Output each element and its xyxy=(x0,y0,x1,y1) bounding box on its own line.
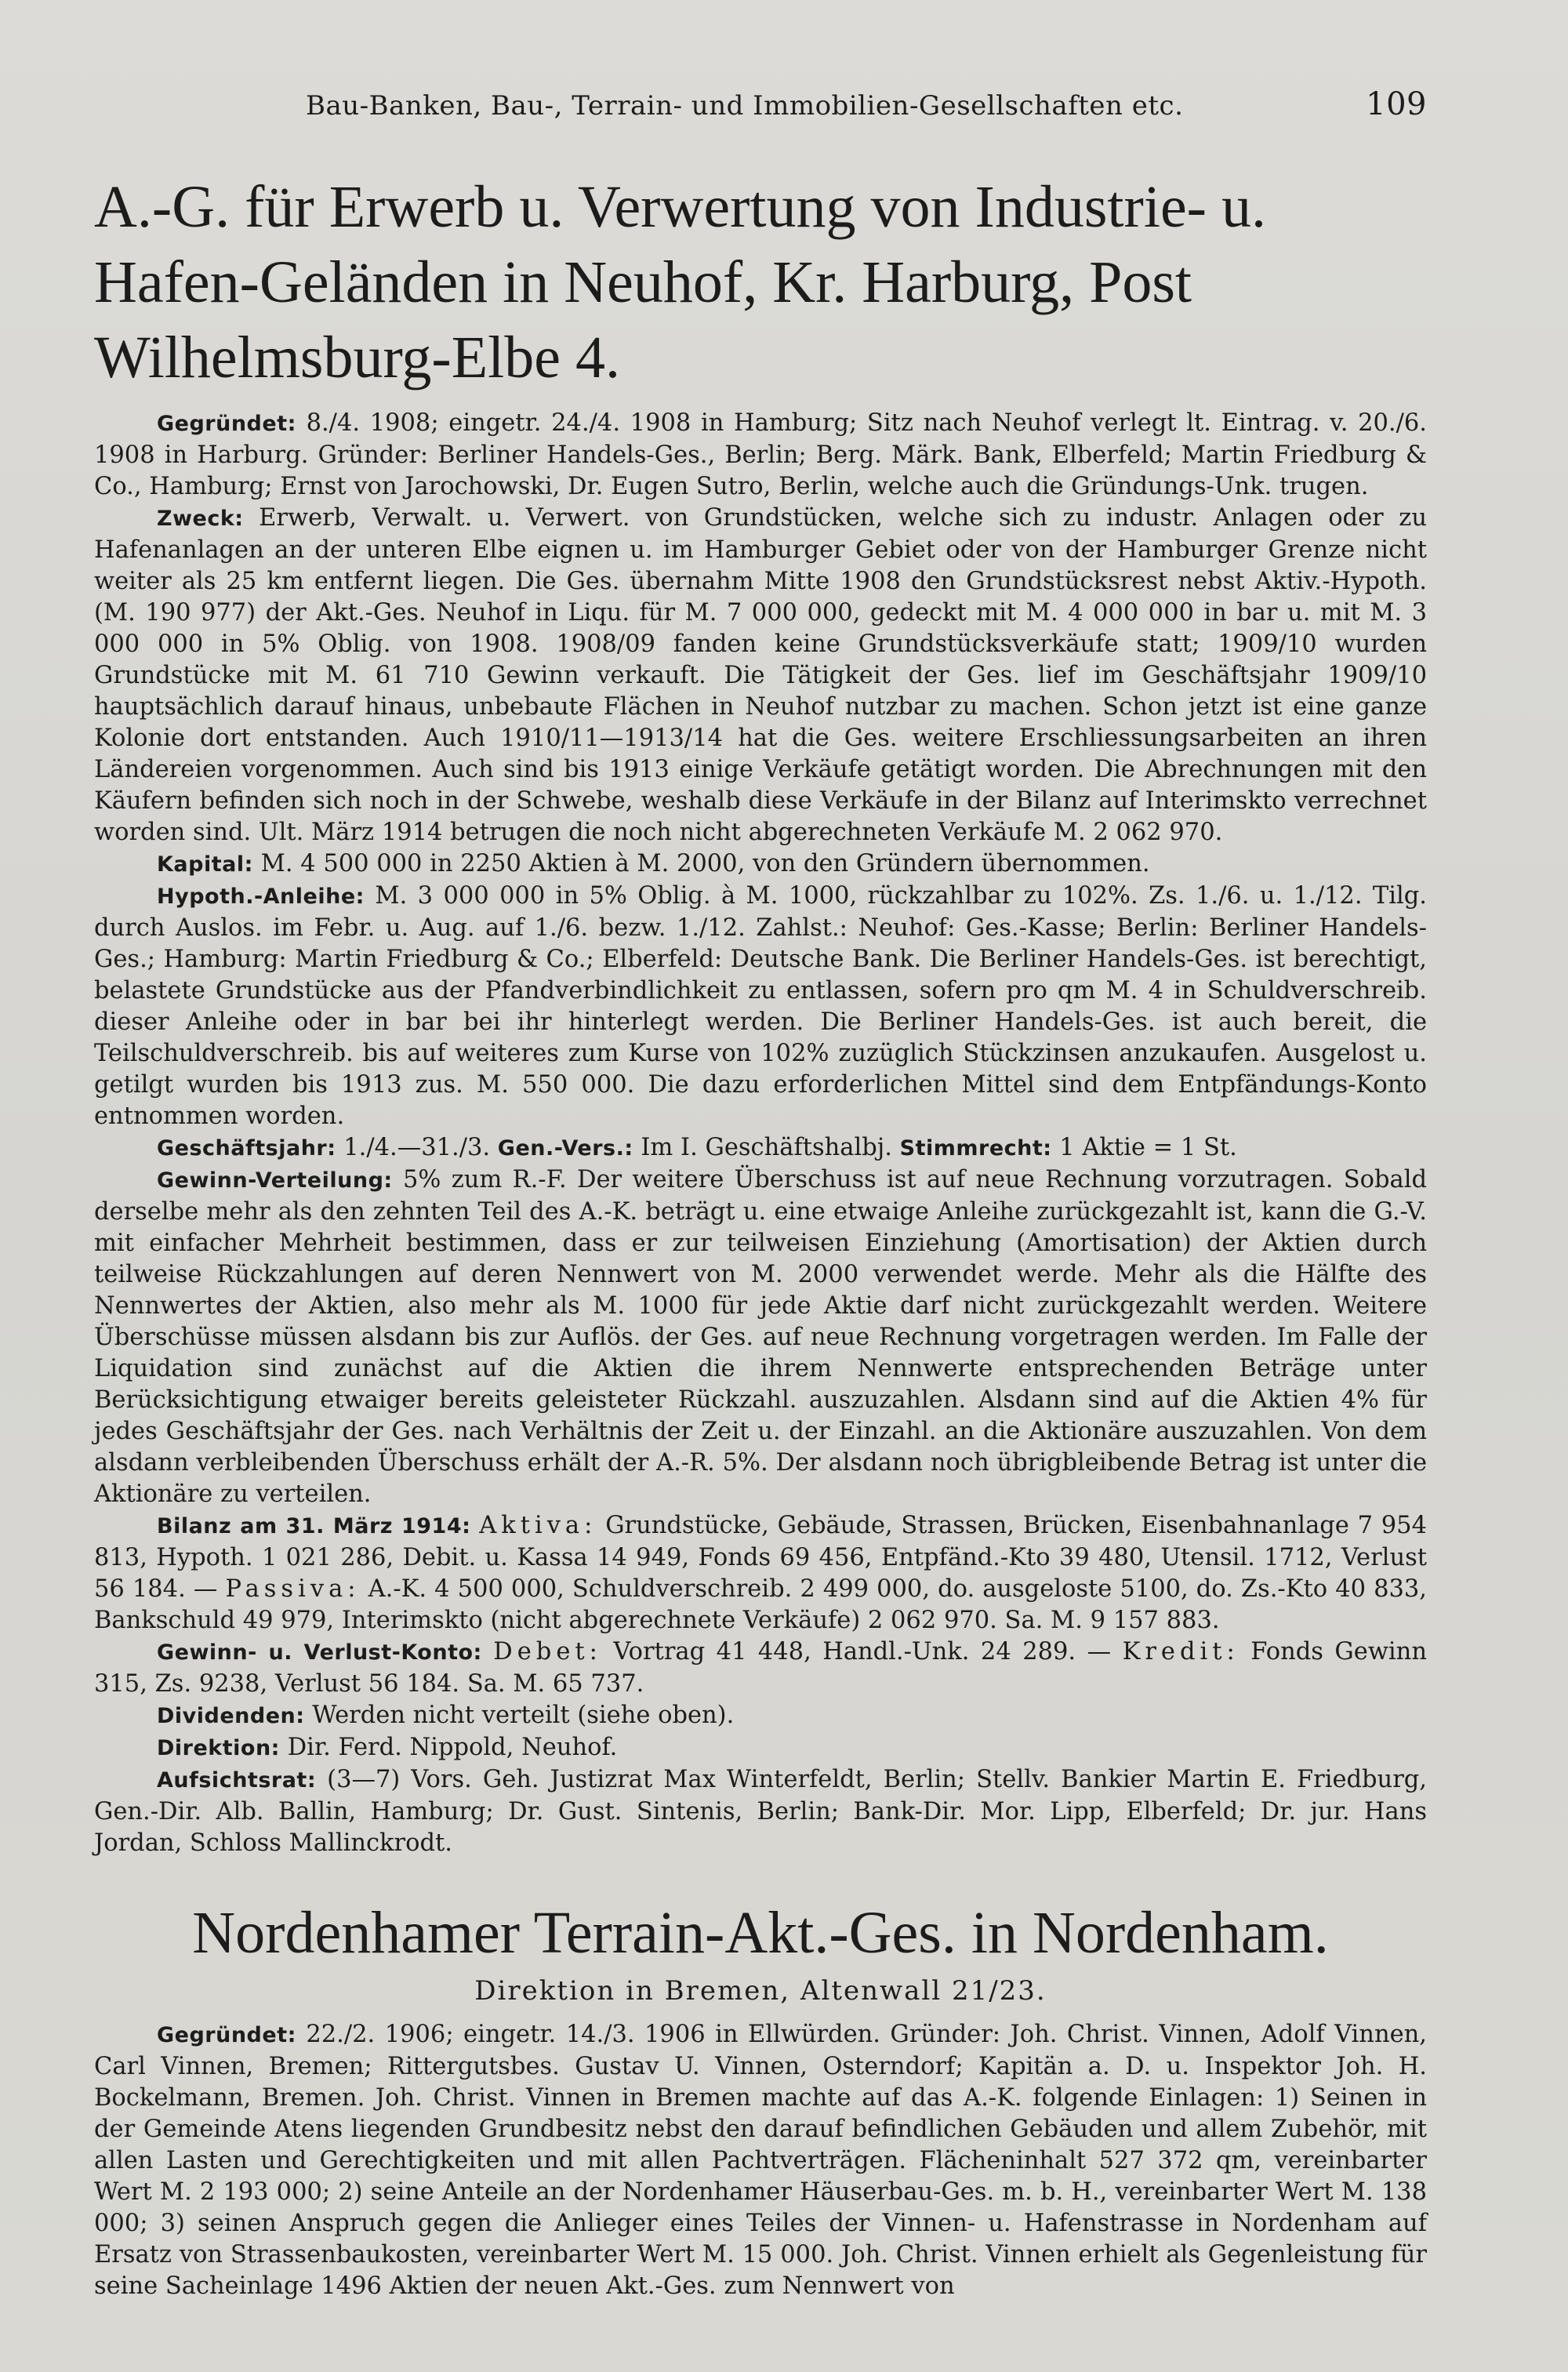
passiva-label: Passiva: xyxy=(225,1575,361,1603)
stimmrecht-label: Stimmrecht: xyxy=(899,1136,1052,1161)
company-1-title: A.-G. für Erwerb u. Verwertung von Industrie- u. Hafen-Geländen in Neuhof, Kr. Harburg, Post Wilhelmsburg-Elbe 4. xyxy=(94,174,1266,390)
zweck-text: Erwerb, Verwalt. u. Verwert. von Grundstücken, welche sich zu industr. Anlagen oder zu Hafenanlagen an der unteren Elbe eignen u. im Hamburger Gebiet oder von der Hamburger Grenze nicht weiter als 25 km entfernt liegen. Die Ges. übernahm Mitte 1908 den Grundstücksrest nebst Aktiv.-Hypoth. (M. 190 977) der Akt.-Ges. Neuhof in Liqu. für M. 7 000 000, gedeckt mit M. 4 000 000 in bar u. mit M. 3 000 000 in 5% Oblig. von 1908. 1908/09 fanden keine Grundstücksverkäufe statt; 1909/10 wurden Grundstücke mit M. 61 710 Gewinn verkauft. Die Tätigkeit der Ges. lief im Geschäftsjahr 1909/10 hauptsächlich darauf hinaus, unbebaute Flächen in Neuhof nutzbar zu machen. Schon jetzt ist eine ganze Kolonie dort entstanden. Auch 1910/11—1913/14 hat die Ges. weitere Erschliessungsarbeiten an ihren Ländereien vorgenommen. Auch sind bis 1913 einige Verkäufe getätigt worden. Die Abrechnungen mit den Käufern befinden sich noch in der Schwebe, weshalb diese Verkäufe in der Bilanz auf Interimskto verrechnet worden sind. Ult. März 1914 betrugen die noch nicht abgerechneten Verkäufe M. 2 062 970. xyxy=(94,504,1427,846)
geschaeftsjahr-paragraph xyxy=(94,1132,1427,1164)
company-entry-1 xyxy=(94,169,1427,1859)
kapital-paragraph xyxy=(94,848,1427,881)
guv-label: Gewinn- u. Verlust-Konto: xyxy=(157,1640,482,1665)
running-title: Bau-Banken, Bau-, Terrain- und Immobilien-Gesellschaften etc. xyxy=(306,90,1184,122)
debet-text: Vortrag 41 448, Handl.-Unk. 24 289. — xyxy=(613,1638,1112,1665)
gewinnverteilung-text: 5% zum R.-F. Der weitere Überschuss ist auf neue Rechnung vorzutragen. Sobald derselbe mehr als den zehnten Teil des A.-K. beträgt u. eine etwaige Anleihe zurückgezahlt ist, kann die G.-V. mit einfacher Mehrheit bestimmen, dass er zur teilweisen Einziehung (Amortisation) der Aktien durch teilweise Rückzahlungen auf deren Nennwert von M. 2000 verwendet werde. Mehr als die Hälfte des Nennwertes der Aktien, also mehr als M. 1000 für jede Aktie darf nicht zurückgezahlt werden. Weitere Überschüsse müssen alsdann bis zur Auflös. der Ges. auf neue Rechnung vorgetragen werden. Im Falle der Liquidation sind zunächst auf die Aktien die ihrem Nennwerte entsprechenden Beträge unter Berücksichtigung etwaiger bereits geleisteter Rückzahl. auszuzahlen. Alsdann sind auf die Aktien 4% für jedes Geschäftsjahr der Ges. nach Verhältnis der Zeit u. der Einzahl. an die Aktionäre auszuzahlen. Von dem alsdann verbleibenden Überschuss erhält der A.-R. 5%. Der alsdann noch übrigbleibende Betrag ist unter die Aktionäre zu verteilen. xyxy=(94,1166,1427,1508)
aufsichtsrat-label: Aufsichtsrat: xyxy=(157,1768,317,1793)
dividenden-label: Dividenden: xyxy=(157,1704,305,1728)
bilanz-paragraph xyxy=(94,1510,1427,1636)
passiva-text: A.-K. 4 500 000, Schuldverschreib. 2 499 000, do. ausgeloste 5100, do. Zs.-Kto 40 833, Bankschuld 49 979, Interimskto (nicht abgerechnete Verkäufe) 2 062 970. Sa. M. 9 157 883. xyxy=(94,1575,1427,1634)
running-head xyxy=(306,86,1427,122)
direktion-label: Direktion: xyxy=(157,1736,280,1760)
company-2-title: Nordenhamer Terrain-Akt.-Ges. in Nordenham. xyxy=(192,1900,1329,1966)
stimmrecht-text: 1 Aktie = 1 St. xyxy=(1059,1134,1237,1161)
guv-paragraph xyxy=(94,1636,1427,1700)
aktiva-text: Grundstücke, Gebäude, Strassen, Brücken, Eisenbahnanlage 7 954 813, Hypoth. 1 021 286, Debit. u. Kassa 14 949, Fonds 69 456, Entpfänd.-Kto 39 480, Utensil. 1712, Verlust 56 184. — xyxy=(94,1512,1427,1603)
direktion-paragraph xyxy=(94,1732,1427,1764)
zweck-label: Zweck: xyxy=(157,507,244,531)
gegruendet-text: 8./4. 1908; eingetr. 24./4. 1908 in Hamburg; Sitz nach Neuhof verlegt lt. Eintrag. v. 20./6. 1908 in Harburg. Gründer: Berliner Handels-Ges., Berlin; Berg. Märk. Bank, Elberfeld; Martin Friedburg & Co., Hamburg; Ernst von Jarochowski, Dr. Eugen Sutro, Berlin, welche auch die Gründungs-Unk. trugen. xyxy=(94,409,1427,500)
direktion-text: Dir. Ferd. Nippold, Neuhof. xyxy=(287,1734,618,1761)
debet-label: Debet: xyxy=(493,1638,602,1665)
company-2-gegruendet-label: Gegründet: xyxy=(157,2023,296,2047)
zweck-paragraph xyxy=(94,503,1427,848)
company-2-gegruendet-text: 22./2. 1906; eingetr. 14./3. 1906 in Ellwürden. Gründer: Joh. Christ. Vinnen, Adolf Vinnen, Carl Vinnen, Bremen; Rittergutsbes. Gustav U. Vinnen, Osterndorf; Kapitän a. D. u. Inspektor Joh. H. Bockelmann, Bremen. Joh. Christ. Vinnen in Bremen machte auf das A.-K. folgende Einlagen: 1) Seinen in der Gemeinde Atens liegenden Grundbesitz nebst den darauf befindlichen Gebäuden und allem Zubehör, mit allen Lasten und Gerechtigkeiten und mit allen Pachtverträgen. Flächeninhalt 527 372 qm, vereinbarter Wert M. 2 193 000; 2) seine Anteile an der Nordenhamer Häuserbau-Ges. m. b. H., vereinbarter Wert M. 138 000; 3) seinen Anspruch gegen die Anlieger eines Teiles der Vinnen- u. Hafenstrasse in Nordenham auf Ersatz von Strassenbaukosten, vereinbarter Wert M. 15 000. Joh. Christ. Vinnen erhielt als Gegenleistung für seine Sacheinlage 1496 Aktien der neuen Akt.-Ges. zum Nennwert von xyxy=(94,2021,1427,2300)
geschaeftsjahr-label: Geschäftsjahr: xyxy=(157,1136,336,1161)
company-entry-2 xyxy=(94,1895,1427,2302)
gewinnverteilung-label: Gewinn-Verteilung: xyxy=(157,1168,393,1193)
section-gap xyxy=(94,1859,1427,1895)
kapital-text: M. 4 500 000 in 2250 Aktien à M. 2000, von den Gründern übernommen. xyxy=(260,850,1150,877)
hypoth-label: Hypoth.-Anleihe: xyxy=(157,885,365,909)
kredit-text: Fonds Gewinn 315, Zs. 9238, Verlust 56 184. Sa. M. 65 737. xyxy=(94,1638,1427,1698)
dividenden-paragraph xyxy=(94,1700,1427,1732)
kredit-label: Kredit: xyxy=(1122,1638,1240,1665)
gegruendet-paragraph xyxy=(94,408,1427,503)
company-2-gegruendet-paragraph xyxy=(94,2019,1427,2302)
page-number: 109 xyxy=(1366,86,1427,122)
gewinnverteilung-paragraph xyxy=(94,1164,1427,1510)
aufsichtsrat-text: (3—7) Vors. Geh. Justizrat Max Winterfeldt, Berlin; Stellv. Bankier Martin E. Friedburg, Gen.-Dir. Alb. Ballin, Hamburg; Dr. Gust. Sintenis, Berlin; Bank-Dir. Mor. Lipp, Elberfeld; Dr. jur. Hans Jordan, Schloss Mallinckrodt. xyxy=(94,1766,1427,1857)
company-2-subtitle: Direktion in Bremen, Altenwall 21/23. xyxy=(474,1975,1047,2007)
kapital-label: Kapital: xyxy=(157,852,253,877)
dividenden-text: Werden nicht verteilt (siehe oben). xyxy=(312,1702,735,1729)
genvers-text: Im I. Geschäftshalbj. xyxy=(641,1134,892,1161)
hypoth-text: M. 3 000 000 in 5% Oblig. à M. 1000, rückzahlbar zu 102%. Zs. 1./6. u. 1./12. Tilg. durch Auslos. im Febr. u. Aug. auf 1./6. bezw. 1./12. Zahlst.: Neuhof: Ges.-Kasse; Berlin: Berliner Handels-Ges.; Hamburg: Martin Friedburg & Co.; Elberfeld: Deutsche Bank. Die Berliner Handels-Ges. ist berechtigt, belastete Grundstücke aus der Pfandverbindlichkeit zu entlassen, sofern pro qm M. 4 in Schuldverschreib. dieser Anleihe oder in bar bei ihr hinterlegt werden. Die Berliner Handels-Ges. ist auch bereit, die Teilschuldverschreib. bis auf weiteres zum Kurse von 102% zuzüglich Stückzinsen anzukaufen. Ausgelost u. getilgt wurden bis 1913 zus. M. 550 000. Die dazu erforderlichen Mittel sind dem Entpfändungs-Konto entnommen worden. xyxy=(94,882,1427,1130)
aufsichtsrat-paragraph xyxy=(94,1764,1427,1859)
geschaeftsjahr-text: 1./4.—31./3. xyxy=(343,1134,491,1161)
bilanz-label: Bilanz am 31. März 1914: xyxy=(157,1514,471,1538)
hypoth-paragraph xyxy=(94,881,1427,1132)
genvers-label: Gen.-Vers.: xyxy=(497,1136,633,1161)
gegruendet-label: Gegründet: xyxy=(157,412,296,436)
aktiva-label: Aktiva: xyxy=(479,1512,597,1539)
